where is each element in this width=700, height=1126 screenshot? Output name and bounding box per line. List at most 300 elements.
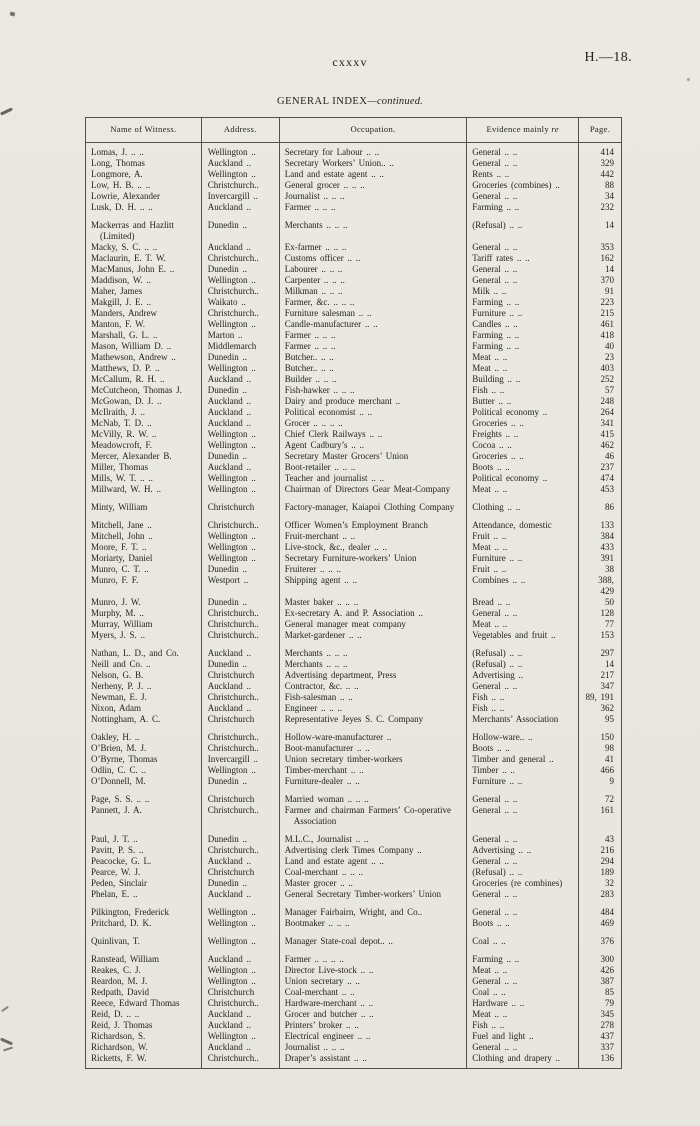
page-number-cell: 89, 191	[585, 692, 614, 702]
address-cell: Wellington ..	[201, 429, 279, 440]
address-cell: Christchurch..	[201, 630, 279, 641]
table-row	[86, 473, 622, 484]
occupation-cell: Boot-manufacturer .. ..	[279, 743, 467, 754]
occupation-cell: M.L.C., Journalist .. ..	[279, 827, 467, 845]
witness-name-cell: Phelan, E. ..	[86, 889, 202, 900]
witness-group	[86, 787, 622, 827]
page-folio: cxxxv	[332, 55, 368, 69]
occupation-cell: Land and estate agent .. ..	[279, 169, 467, 180]
table-row	[86, 275, 622, 286]
occupation-cell: Master baker .. .. ..	[279, 597, 467, 608]
evidence-cell: Furniture .. ..	[467, 776, 579, 787]
evidence-cell: General .. ..	[467, 608, 579, 619]
page-number-cell: 418	[600, 330, 614, 340]
witness-name-cell: Mercer, Alexander B.	[86, 451, 202, 462]
page-number-cell: 32	[605, 878, 614, 888]
evidence-cell: Advertising .. ..	[467, 845, 579, 856]
witness-name-cell: Long, Thomas	[86, 158, 202, 169]
address-cell: Christchurch..	[201, 286, 279, 297]
evidence-cell: Meat .. ..	[467, 363, 579, 374]
witness-name-cell: Reid, D. .. ..	[86, 1009, 202, 1020]
occupation-cell: Dairy and produce merchant ..	[279, 396, 467, 407]
occupation-cell: Coal-merchant .. .. ..	[279, 867, 467, 878]
occupation-cell: Coal-merchant .. ..	[279, 987, 467, 998]
table-row	[86, 158, 622, 169]
page-number-cell: 391	[600, 553, 614, 563]
witness-name-cell: Nerheny, P. J. ..	[86, 681, 202, 692]
table-row	[86, 143, 622, 159]
witness-name-cell: Pavitt, P. S. ..	[86, 845, 202, 856]
occupation-cell: Journalist .. .. ..	[279, 191, 467, 202]
table-row	[86, 253, 622, 264]
page-number-cell: 46	[605, 451, 614, 461]
evidence-cell: Clothing and drapery ..	[467, 1053, 579, 1069]
address-cell: Wellington ..	[201, 929, 279, 947]
address-cell: Dunedin ..	[201, 878, 279, 889]
page-number-cell: 57	[605, 385, 614, 395]
evidence-cell: Meat .. ..	[467, 1009, 579, 1020]
address-cell: Wellington ..	[201, 484, 279, 495]
header-row	[86, 118, 622, 143]
occupation-cell: General Secretary Timber-workers’ Union	[279, 889, 467, 900]
witness-name-cell: Newman, E. J.	[86, 692, 202, 703]
address-cell: Wellington ..	[201, 473, 279, 484]
occupation-cell: Grocer and butcher .. ..	[279, 1009, 467, 1020]
witness-name-cell: Richardson, S.	[86, 1031, 202, 1042]
evidence-cell: General .. ..	[467, 143, 579, 159]
evidence-cell: Meat .. ..	[467, 619, 579, 630]
page-number-cell: 85	[605, 987, 614, 997]
evidence-cell: Farming .. ..	[467, 330, 579, 341]
occupation-cell: Master grocer .. ..	[279, 878, 467, 889]
evidence-cell: Merchants’ Association	[467, 714, 579, 725]
occupation-cell: Manager Fairbairn, Wright, and Co..	[279, 900, 467, 918]
evidence-cell: (Refusal) .. ..	[467, 659, 579, 670]
occupation-cell: Political economist .. ..	[279, 407, 467, 418]
table-row	[86, 319, 622, 330]
table-row	[86, 418, 622, 429]
table-row	[86, 341, 622, 352]
occupation-cell: Furniture-dealer .. ..	[279, 776, 467, 787]
page-number-cell: 223	[600, 297, 614, 307]
evidence-cell: Vegetables and fruit ..	[467, 630, 579, 641]
page-number-cell: 283	[600, 889, 614, 899]
address-cell: Wellington ..	[201, 440, 279, 451]
table-row	[86, 169, 622, 180]
scan-artifact	[687, 78, 690, 81]
occupation-cell: Live-stock, &c., dealer .. ..	[279, 542, 467, 553]
occupation-cell: Director Live-stock .. ..	[279, 965, 467, 976]
page-number-cell: 433	[600, 542, 614, 552]
table-row	[86, 725, 622, 743]
table-row	[86, 396, 622, 407]
page-number-cell: 294	[600, 856, 614, 866]
occupation-cell: Timber-merchant .. ..	[279, 765, 467, 776]
evidence-cell: Groceries .. ..	[467, 418, 579, 429]
page-number-cell: 387	[600, 976, 614, 986]
page-number-cell: 329	[600, 158, 614, 168]
witness-name-cell: Ricketts, F. W.	[86, 1053, 202, 1069]
table-row	[86, 352, 622, 363]
address-cell: Waikato ..	[201, 297, 279, 308]
table-row	[86, 703, 622, 714]
page-number-cell: 215	[600, 308, 614, 318]
evidence-cell: Farming .. ..	[467, 202, 579, 213]
table-row	[86, 1020, 622, 1031]
address-cell: Wellington ..	[201, 1031, 279, 1042]
evidence-cell: Fish .. ..	[467, 1020, 579, 1031]
evidence-cell: General .. ..	[467, 976, 579, 987]
witness-name-cell: Pritchard, D. K.	[86, 918, 202, 929]
witness-name-cell: Pearce, W. J.	[86, 867, 202, 878]
address-cell: Auckland ..	[201, 641, 279, 659]
occupation-cell: Farmer .. .. ..	[279, 330, 467, 341]
evidence-cell: Attendance, domestic	[467, 513, 579, 531]
witness-name-cell: Munro, C. T. ..	[86, 564, 202, 575]
occupation-cell: Butcher.. .. ..	[279, 352, 467, 363]
page-number-cell: 484	[600, 907, 614, 917]
occupation-cell: Farmer, &c. .. .. ..	[279, 297, 467, 308]
occupation-cell: Fruit-merchant .. ..	[279, 531, 467, 542]
address-cell: Wellington ..	[201, 553, 279, 564]
table-title	[0, 96, 700, 107]
witness-name-cell: Quinlivan, T.	[86, 929, 202, 947]
occupation-cell: Manager State-coal depot.. ..	[279, 929, 467, 947]
address-cell: Dunedin ..	[201, 451, 279, 462]
table-row	[86, 242, 622, 253]
address-cell: Dunedin ..	[201, 776, 279, 787]
table-row	[86, 407, 622, 418]
evidence-cell: Timber .. ..	[467, 765, 579, 776]
table-row	[86, 900, 622, 918]
address-cell: Dunedin ..	[201, 352, 279, 363]
witness-name-cell: Oakley, H. ..	[86, 725, 202, 743]
evidence-cell: Advertising ..	[467, 670, 579, 681]
evidence-cell: Meat .. ..	[467, 965, 579, 976]
table-row	[86, 805, 622, 827]
evidence-cell: Boots .. ..	[467, 743, 579, 754]
address-cell: Christchurch..	[201, 608, 279, 619]
occupation-cell: Fish-hawker .. .. ..	[279, 385, 467, 396]
table-row	[86, 286, 622, 297]
witness-name-cell: McVilly, R. W. ..	[86, 429, 202, 440]
table-row	[86, 867, 622, 878]
witness-name-cell: Reece, Edward Thomas	[86, 998, 202, 1009]
page-number-cell: 384	[600, 531, 614, 541]
occupation-cell: Representative Jeyes S. C. Company	[279, 714, 467, 725]
address-cell: Auckland ..	[201, 681, 279, 692]
occupation-cell: Chairman of Directors Gear Meat-Company	[279, 484, 467, 495]
address-cell: Wellington ..	[201, 542, 279, 553]
occupation-cell: Contractor, &c. .. ..	[279, 681, 467, 692]
occupation-cell: Merchants .. .. ..	[279, 213, 467, 242]
witness-name-cell: Macky, S. C. .. ..	[86, 242, 202, 253]
evidence-cell: General .. ..	[467, 900, 579, 918]
occupation-cell: Farmer .. .. ..	[279, 341, 467, 352]
table-row	[86, 619, 622, 630]
address-cell: Dunedin ..	[201, 659, 279, 670]
page-number-cell: 252	[600, 374, 614, 384]
page-number-cell: 162	[600, 253, 614, 263]
table-row	[86, 495, 622, 513]
table-row	[86, 889, 622, 900]
page-number-cell: 86	[605, 502, 614, 512]
evidence-cell: Butter .. ..	[467, 396, 579, 407]
page-number-cell: 469	[600, 918, 614, 928]
table-row	[86, 202, 622, 213]
address-cell: Christchurch..	[201, 513, 279, 531]
evidence-cell: Coal .. ..	[467, 929, 579, 947]
witness-name-cell: Pannett, J. A.	[86, 805, 202, 827]
address-cell: Christchurch	[201, 787, 279, 805]
address-cell: Auckland ..	[201, 703, 279, 714]
page-number-cell: 153	[600, 630, 614, 640]
page-number-cell: 347	[600, 681, 614, 691]
address-cell: Christchurch..	[201, 743, 279, 754]
table-row	[86, 429, 622, 440]
address-cell: Auckland ..	[201, 856, 279, 867]
address-cell: Dunedin ..	[201, 385, 279, 396]
address-cell: Christchurch	[201, 987, 279, 998]
occupation-cell: Furniture salesman .. ..	[279, 308, 467, 319]
table-row	[86, 330, 622, 341]
table-row	[86, 987, 622, 998]
evidence-cell: Boots .. ..	[467, 462, 579, 473]
page-number-cell: 403	[600, 363, 614, 373]
occupation-cell: Bootmaker .. .. ..	[279, 918, 467, 929]
page-number-cell: 388, 429	[598, 575, 614, 596]
witness-name-cell: Peacocke, G. L.	[86, 856, 202, 867]
table-row	[86, 363, 622, 374]
table-row	[86, 856, 622, 867]
occupation-cell: Advertising department, Press	[279, 670, 467, 681]
occupation-cell: Candle-manufacturer .. ..	[279, 319, 467, 330]
evidence-cell: Meat .. ..	[467, 352, 579, 363]
table-row	[86, 597, 622, 608]
table-row	[86, 765, 622, 776]
witness-name-cell: Moore, F. T. ..	[86, 542, 202, 553]
occupation-cell: Draper’s assistant .. ..	[279, 1053, 467, 1069]
witness-name-cell: Lusk, D. H. .. ..	[86, 202, 202, 213]
table-row	[86, 918, 622, 929]
witness-name-cell: Moriarty, Daniel	[86, 553, 202, 564]
occupation-cell: Ex-farmer .. .. ..	[279, 242, 467, 253]
occupation-cell: Farmer .. .. ..	[279, 202, 467, 213]
address-cell: Auckland ..	[201, 396, 279, 407]
witness-name-cell: Reid, J. Thomas	[86, 1020, 202, 1031]
page-number-cell: 161	[600, 805, 614, 815]
evidence-cell: General .. ..	[467, 264, 579, 275]
table-row	[86, 659, 622, 670]
table-row	[86, 776, 622, 787]
occupation-cell: Secretary for Labour .. ..	[279, 143, 467, 159]
occupation-cell: Union secretary timber-workers	[279, 754, 467, 765]
address-cell: Christchurch..	[201, 180, 279, 191]
table-row	[86, 564, 622, 575]
table-row	[86, 692, 622, 703]
witness-name-cell: Lowrie, Alexander	[86, 191, 202, 202]
evidence-cell: General .. ..	[467, 191, 579, 202]
occupation-cell: Factory-manager, Kaiapoi Clothing Company	[279, 495, 467, 513]
occupation-cell: Grocer .. .. .. ..	[279, 418, 467, 429]
address-cell: Wellington ..	[201, 531, 279, 542]
table-row	[86, 754, 622, 765]
address-cell: Dunedin ..	[201, 213, 279, 242]
evidence-cell: Hollow-ware.. ..	[467, 725, 579, 743]
address-cell: Auckland ..	[201, 889, 279, 900]
occupation-cell: Printers’ broker .. ..	[279, 1020, 467, 1031]
occupation-cell: Union secretary .. ..	[279, 976, 467, 987]
page-number-cell: 50	[605, 597, 614, 607]
occupation-cell: Shipping agent .. ..	[279, 575, 467, 597]
witness-group	[86, 929, 622, 947]
occupation-cell: Boot-retailer .. .. ..	[279, 462, 467, 473]
witness-group	[86, 827, 622, 900]
page-number-cell: 232	[600, 202, 614, 212]
evidence-cell: Political economy ..	[467, 407, 579, 418]
page-number-cell: 415	[600, 429, 614, 439]
page-number-cell: 14	[605, 264, 614, 274]
witness-name-cell: Peden, Sinclair	[86, 878, 202, 889]
index-table	[85, 117, 622, 1069]
evidence-cell: Fruit .. ..	[467, 564, 579, 575]
evidence-cell: Building .. ..	[467, 374, 579, 385]
evidence-cell: Groceries .. ..	[467, 451, 579, 462]
address-cell: Auckland ..	[201, 374, 279, 385]
table-row	[86, 827, 622, 845]
evidence-cell: General .. ..	[467, 1042, 579, 1053]
page-number-cell: 128	[600, 608, 614, 618]
table-row	[86, 462, 622, 473]
evidence-cell: Fish .. ..	[467, 692, 579, 703]
witness-name-cell: Miller, Thomas	[86, 462, 202, 473]
witness-name-cell: MacManus, John E. ..	[86, 264, 202, 275]
page-number-cell: 14	[605, 220, 614, 230]
occupation-cell: Fruiterer .. .. ..	[279, 564, 467, 575]
occupation-cell: Farmer and chairman Farmers’ Co-operative Association	[279, 805, 467, 827]
col-header-evidence-text: Evidence mainly	[486, 124, 552, 134]
witness-name-cell: Munro, F. F.	[86, 575, 202, 597]
evidence-cell: Tariff rates .. ..	[467, 253, 579, 264]
table-title-main: GENERAL INDEX	[277, 96, 368, 107]
address-cell: Christchurch..	[201, 1053, 279, 1069]
witness-name-cell: O’Byrne, Thomas	[86, 754, 202, 765]
col-header-occupation: Occupation.	[279, 118, 467, 143]
evidence-cell: Furniture .. ..	[467, 308, 579, 319]
page-number-cell: 95	[605, 714, 614, 724]
witness-group	[86, 900, 622, 929]
page-number-cell: 14	[605, 659, 614, 669]
table-row	[86, 180, 622, 191]
evidence-cell: Political economy ..	[467, 473, 579, 484]
witness-group	[86, 725, 622, 787]
occupation-cell: General manager meat company	[279, 619, 467, 630]
page-number-cell: 41	[605, 754, 614, 764]
page-number-cell: 34	[605, 191, 614, 201]
table-row	[86, 998, 622, 1009]
witness-group	[86, 143, 622, 214]
page-number-cell: 150	[600, 732, 614, 742]
page-number-cell: 40	[605, 341, 614, 351]
occupation-cell: Chief Clerk Railways .. ..	[279, 429, 467, 440]
table-row	[86, 513, 622, 531]
evidence-cell: General .. ..	[467, 805, 579, 827]
table-row	[86, 385, 622, 396]
address-cell: Christchurch	[201, 670, 279, 681]
page-number-cell: 264	[600, 407, 614, 417]
paper-number: H.—18.	[584, 50, 632, 65]
occupation-cell: Married woman .. .. ..	[279, 787, 467, 805]
witness-name-cell: Reakes, C. J.	[86, 965, 202, 976]
address-cell: Wellington ..	[201, 275, 279, 286]
occupation-cell: Merchants .. .. ..	[279, 641, 467, 659]
page-number-cell: 237	[600, 462, 614, 472]
evidence-cell: Coal .. ..	[467, 987, 579, 998]
witness-name-cell: Richardson, W.	[86, 1042, 202, 1053]
witness-name-cell: Myers, J. S. ..	[86, 630, 202, 641]
evidence-cell: Farming .. ..	[467, 341, 579, 352]
evidence-cell: Furniture .. ..	[467, 553, 579, 564]
address-cell: Wellington ..	[201, 319, 279, 330]
address-cell: Auckland ..	[201, 1009, 279, 1020]
table-row	[86, 714, 622, 725]
page-number-cell: 9	[609, 776, 614, 786]
evidence-cell: Meat .. ..	[467, 542, 579, 553]
col-header-evidence	[467, 118, 579, 143]
evidence-cell: Candles .. ..	[467, 319, 579, 330]
page-number-cell: 461	[600, 319, 614, 329]
address-cell: Auckland ..	[201, 418, 279, 429]
witness-name-cell: Mason, William D. ..	[86, 341, 202, 352]
table-row	[86, 630, 622, 641]
address-cell: Auckland ..	[201, 947, 279, 965]
address-cell: Marton ..	[201, 330, 279, 341]
page-number-cell: 133	[600, 520, 614, 530]
evidence-cell: General .. ..	[467, 856, 579, 867]
address-cell: Middlemarch	[201, 341, 279, 352]
witness-name-cell: O’Donnell, M.	[86, 776, 202, 787]
address-cell: Christchurch..	[201, 998, 279, 1009]
evidence-cell: Freights .. ..	[467, 429, 579, 440]
evidence-cell: Boots .. ..	[467, 918, 579, 929]
witness-name-cell: Odlin, C. C. ..	[86, 765, 202, 776]
page-number-cell: 23	[605, 352, 614, 362]
witness-name-cell: Nelson, G. B.	[86, 670, 202, 681]
evidence-cell: General .. ..	[467, 827, 579, 845]
witness-name-cell: Ranstead, William	[86, 947, 202, 965]
witness-name-cell: Murphy, M. ..	[86, 608, 202, 619]
occupation-cell: Carpenter .. .. ..	[279, 275, 467, 286]
witness-name-cell: Munro, J. W.	[86, 597, 202, 608]
table-row	[86, 264, 622, 275]
evidence-cell: (Refusal) .. ..	[467, 867, 579, 878]
page-number-cell: 43	[605, 834, 614, 844]
table-row	[86, 1042, 622, 1053]
address-cell: Auckland ..	[201, 158, 279, 169]
table-row	[86, 451, 622, 462]
evidence-cell: General .. ..	[467, 158, 579, 169]
evidence-cell: Fuel and light ..	[467, 1031, 579, 1042]
address-cell: Wellington ..	[201, 918, 279, 929]
occupation-cell: Merchants .. .. ..	[279, 659, 467, 670]
occupation-cell: Hardware-merchant .. ..	[279, 998, 467, 1009]
address-cell: Auckland ..	[201, 1042, 279, 1053]
address-cell: Westport ..	[201, 575, 279, 597]
witness-name-cell: Low, H. B. .. ..	[86, 180, 202, 191]
evidence-cell: Rents .. ..	[467, 169, 579, 180]
witness-name-cell: Mitchell, John ..	[86, 531, 202, 542]
occupation-cell: Customs officer .. ..	[279, 253, 467, 264]
